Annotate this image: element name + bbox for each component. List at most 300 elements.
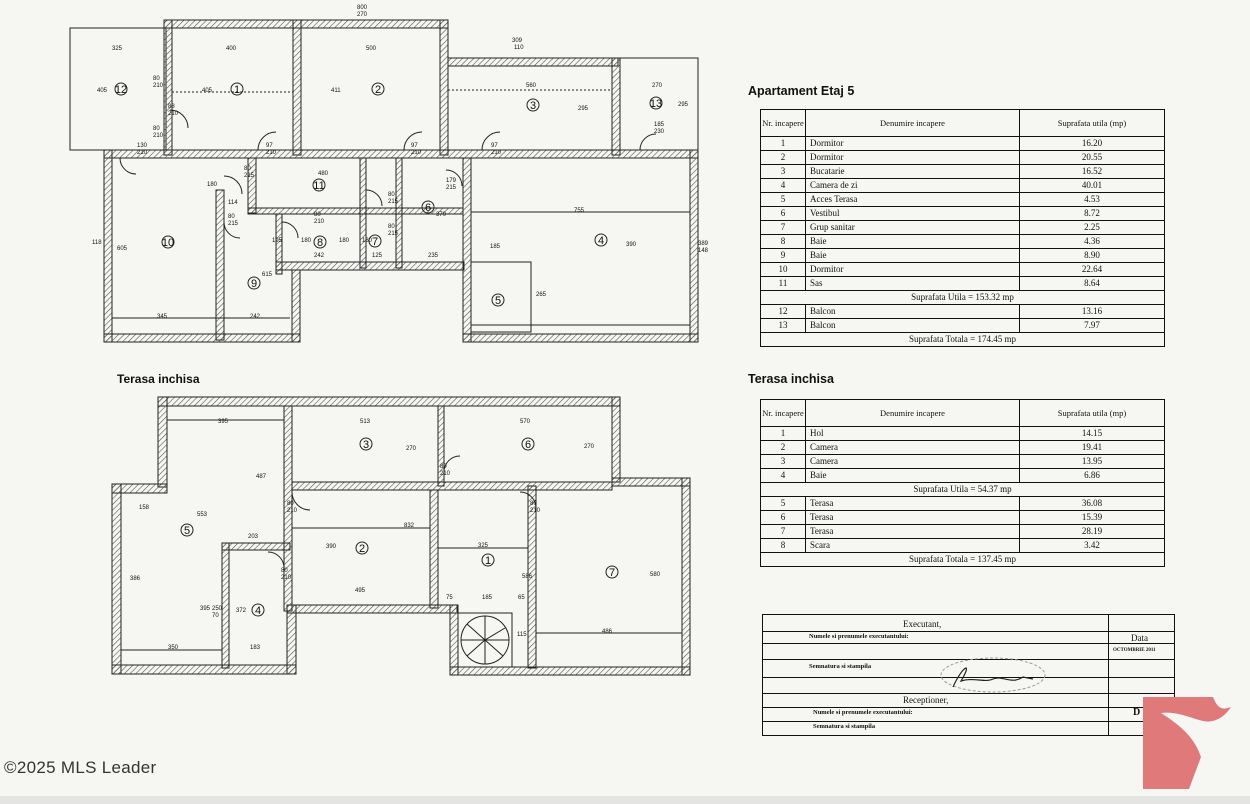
column-header-name: Denumire incapere	[806, 400, 1020, 427]
dim-label: 495	[355, 588, 366, 594]
column-header-area: Suprafata utila (mp)	[1020, 110, 1165, 137]
subtotal-cell: Suprafata Utila = 54.37 mp	[761, 483, 1165, 497]
wall	[104, 150, 698, 158]
dim-label: 185	[654, 122, 665, 128]
room-area-cell: 16.20	[1020, 137, 1165, 151]
dim-label: 215	[244, 173, 255, 179]
dim-label: 390	[626, 242, 637, 248]
dim-label: 80	[530, 501, 537, 507]
room-number-cell: 3	[761, 455, 806, 469]
svg-text:1: 1	[484, 555, 492, 567]
room-number-cell: 3	[761, 165, 806, 179]
room-name-cell: Balcon	[806, 305, 1020, 319]
dim-label: 832	[404, 523, 415, 529]
svg-text:5: 5	[183, 525, 191, 537]
dim-label: 210	[411, 150, 422, 156]
divider	[763, 721, 1174, 722]
dim-label: 80	[153, 76, 160, 82]
wall	[690, 150, 698, 342]
room-name-cell: Terasa	[806, 511, 1020, 525]
room-number-cell: 4	[761, 179, 806, 193]
room-name-cell: Dormitor	[806, 137, 1020, 151]
wall	[164, 20, 172, 155]
dim-label: 242	[250, 314, 261, 320]
dim-label: 486	[602, 629, 613, 635]
room-area-cell: 22.64	[1020, 263, 1165, 277]
table-row	[761, 235, 1165, 249]
dim-label: 179	[446, 178, 457, 184]
terrace-rooms-table	[760, 399, 1165, 567]
table-row	[761, 305, 1165, 319]
dim-label: 235	[428, 253, 439, 259]
wall	[276, 262, 464, 270]
svg-text:7: 7	[608, 567, 616, 579]
room-area-cell: 15.39	[1020, 511, 1165, 525]
room-marker	[252, 604, 264, 617]
receptioner-title: Receptioner,	[903, 695, 949, 705]
room-marker	[482, 554, 494, 567]
dim-label: 215	[446, 185, 457, 191]
executant-sign-label: Semnatura si stampila	[809, 663, 872, 670]
dim-label: 70	[212, 613, 219, 619]
wall	[612, 397, 620, 482]
dim-label: 210	[266, 150, 277, 156]
wall	[222, 543, 290, 550]
svg-text:6: 6	[524, 439, 532, 451]
door-arc	[366, 190, 382, 206]
table-row	[761, 263, 1165, 277]
apartment-rooms-table	[760, 109, 1165, 347]
dim-label: 230	[654, 129, 665, 135]
dim-label: 203	[248, 534, 259, 540]
door-arc	[224, 176, 242, 194]
wall	[112, 484, 121, 674]
room-marker	[314, 236, 326, 249]
dim-label: 390	[326, 544, 337, 550]
dim-label: 411	[331, 88, 341, 94]
room-marker	[606, 566, 618, 579]
dim-label: 405	[202, 88, 213, 94]
room-name-cell: Vestibul	[806, 207, 1020, 221]
dim-label: 75	[446, 595, 453, 601]
divider	[763, 643, 1174, 644]
room-number-cell: 11	[761, 277, 806, 291]
table-row	[761, 207, 1165, 221]
executant-title: Executant,	[903, 619, 942, 629]
dim-label: 386	[130, 576, 141, 582]
room-name-cell: Sas	[806, 277, 1020, 291]
table-row	[761, 539, 1165, 553]
dim-label: 309	[512, 38, 523, 44]
dim-label: 500	[366, 46, 377, 52]
dim-label: 325	[112, 46, 123, 52]
dim-label: 800	[357, 5, 368, 11]
room-number-cell: 10	[761, 263, 806, 277]
dim-label: 80	[440, 464, 447, 470]
table-row	[761, 249, 1165, 263]
table2-subtotal-row	[761, 483, 1165, 497]
table-row	[761, 221, 1165, 235]
dim-label: 389	[698, 241, 709, 247]
dim-label: 350	[168, 645, 179, 651]
column-header-nr: Nr. incapere	[761, 110, 806, 137]
wall	[463, 158, 471, 342]
svg-text:5: 5	[494, 295, 502, 307]
dim-label: 80	[287, 501, 294, 507]
dim-label: 400	[226, 46, 237, 52]
room-marker	[522, 438, 534, 451]
svg-text:13: 13	[649, 98, 663, 110]
terrace-plan-title: Terasa inchisa	[117, 372, 200, 386]
table-row	[761, 277, 1165, 291]
dim-label: 570	[520, 419, 531, 425]
room-number-cell: 12	[761, 305, 806, 319]
table-row	[761, 511, 1165, 525]
wall	[430, 490, 438, 608]
room-number-cell: 2	[761, 441, 806, 455]
table1-extra	[761, 305, 1165, 333]
room-name-cell: Baie	[806, 235, 1020, 249]
wall	[158, 397, 620, 406]
room-area-cell: 8.72	[1020, 207, 1165, 221]
room-area-cell: 6.86	[1020, 469, 1165, 483]
receptioner-d-mark: D	[1133, 707, 1141, 718]
divider	[763, 631, 1174, 632]
dim-label: 183	[250, 645, 261, 651]
dim-label: 580	[650, 572, 661, 578]
wall	[222, 543, 229, 668]
dim-label: 586	[522, 574, 533, 580]
table1-subtotal-row	[761, 291, 1165, 305]
dim-label: 755	[574, 208, 585, 214]
room-area-cell: 16.52	[1020, 165, 1165, 179]
table-row	[761, 165, 1165, 179]
dim-label: 88	[168, 104, 175, 110]
room-name-cell: Hol	[806, 427, 1020, 441]
room-number-cell: 1	[761, 427, 806, 441]
room-number-cell: 5	[761, 193, 806, 207]
dim-label: 80	[281, 568, 288, 574]
dim-label: 80	[228, 214, 235, 220]
dim-label: 395	[218, 419, 229, 425]
room-number-cell: 6	[761, 207, 806, 221]
svg-text:2: 2	[358, 543, 366, 555]
mls-leader-logo	[1143, 697, 1237, 789]
dim-label: 370	[436, 212, 447, 218]
wall	[287, 605, 296, 674]
room-area-cell: 8.90	[1020, 249, 1165, 263]
dim-label: 250	[212, 606, 223, 612]
room-area-cell: 8.64	[1020, 277, 1165, 291]
room-number-cell: 6	[761, 511, 806, 525]
dim-label: 210	[491, 150, 502, 156]
dim-label: 487	[256, 474, 267, 480]
dim-label: 210	[137, 150, 148, 156]
room-name-cell: Camera	[806, 455, 1020, 469]
dim-label: 210	[153, 83, 164, 89]
copyright-watermark: ©2025 MLS Leader	[4, 758, 157, 777]
dim-label: 372	[236, 608, 247, 614]
room-number-cell: 1	[761, 137, 806, 151]
wall	[293, 20, 301, 155]
room-marker	[313, 179, 325, 192]
table-row	[761, 151, 1165, 165]
column-header-nr: Nr. incapere	[761, 400, 806, 427]
dim-label: 210	[168, 111, 179, 117]
dim-label: 180	[207, 182, 218, 188]
door-arc	[268, 552, 284, 568]
room-name-cell: Dormitor	[806, 151, 1020, 165]
room-area-cell: 19.41	[1020, 441, 1165, 455]
svg-text:12: 12	[114, 84, 128, 96]
dim-label: 114	[228, 200, 238, 206]
dim-label: 265	[536, 292, 547, 298]
table2-body	[761, 427, 1165, 483]
table-header-row	[761, 110, 1165, 137]
room-area-cell: 4.36	[1020, 235, 1165, 249]
table-row	[761, 137, 1165, 151]
dim-label: 210	[287, 508, 298, 514]
room-number-cell: 7	[761, 221, 806, 235]
svg-text:4: 4	[254, 605, 262, 617]
dim-label: 210	[153, 133, 164, 139]
room-area-cell: 36.08	[1020, 497, 1165, 511]
dim-label: 185	[482, 595, 493, 601]
table-row	[761, 441, 1165, 455]
signature-stamp	[933, 651, 1053, 695]
dim-label: 180	[301, 238, 312, 244]
room-name-cell: Grup sanitar	[806, 221, 1020, 235]
executant-box	[762, 614, 1175, 736]
wall	[396, 158, 402, 268]
column-header-area: Suprafata utila (mp)	[1020, 400, 1165, 427]
receptioner-sign-label: Semnatura si stampila	[813, 723, 876, 730]
wall	[104, 150, 112, 342]
room-name-cell: Bucatarie	[806, 165, 1020, 179]
wall	[612, 478, 690, 486]
dim-label: 195	[272, 238, 283, 244]
date-value: OCTOMBRIE 2011	[1113, 648, 1156, 653]
total-cell: Suprafata Totala = 174.45 mp	[761, 333, 1165, 347]
dim-label: 210	[530, 508, 541, 514]
dim-label: 118	[92, 240, 102, 246]
dim-label: 97	[411, 143, 418, 149]
room-marker	[372, 83, 384, 96]
dim-label: 80	[314, 212, 321, 218]
svg-text:6: 6	[424, 202, 432, 214]
dim-label: 480	[318, 171, 329, 177]
dim-label: 158	[139, 505, 150, 511]
table-row	[761, 469, 1165, 483]
room-area-cell: 28.19	[1020, 525, 1165, 539]
dim-label: 215	[388, 231, 399, 237]
dim-label: 185	[490, 244, 501, 250]
room-name-cell: Camera de zi	[806, 179, 1020, 193]
table-row	[761, 455, 1165, 469]
dim-label: 215	[388, 199, 399, 205]
svg-text:2: 2	[374, 84, 382, 96]
room-number-cell: 7	[761, 525, 806, 539]
room-area-cell: 20.55	[1020, 151, 1165, 165]
svg-text:7: 7	[371, 236, 379, 248]
dim-label: 80	[388, 192, 395, 198]
table2-total-row	[761, 553, 1165, 567]
table-row	[761, 319, 1165, 333]
room-number-cell: 8	[761, 235, 806, 249]
room-area-cell: 13.95	[1020, 455, 1165, 469]
table-row	[761, 497, 1165, 511]
table1-body	[761, 137, 1165, 291]
room-number-cell: 13	[761, 319, 806, 333]
room-marker	[115, 83, 127, 96]
wall	[450, 605, 458, 675]
room-marker	[492, 294, 504, 307]
dim-label: 65	[518, 595, 525, 601]
room-number-cell: 8	[761, 539, 806, 553]
room-area-cell: 3.42	[1020, 539, 1165, 553]
wall	[104, 334, 300, 342]
room-name-cell: Baie	[806, 249, 1020, 263]
dim-label: 605	[117, 246, 128, 252]
room-area-cell: 7.97	[1020, 319, 1165, 333]
terrace-dimensions	[130, 419, 661, 651]
wall	[612, 58, 620, 155]
dim-label: 270	[357, 12, 368, 18]
svg-text:4: 4	[597, 235, 605, 247]
total-cell: Suprafata Totala = 137.45 mp	[761, 553, 1165, 567]
dim-label: 345	[157, 314, 168, 320]
wall	[292, 270, 300, 342]
room-marker	[162, 236, 174, 249]
dim-label: 210	[281, 575, 292, 581]
date-label: Data	[1131, 633, 1148, 643]
room-number-cell: 9	[761, 249, 806, 263]
dim-label: 295	[678, 102, 689, 108]
dim-label: 270	[652, 83, 663, 89]
table1-total-row	[761, 333, 1165, 347]
wall	[292, 482, 612, 490]
room-area-cell: 14.15	[1020, 427, 1165, 441]
divider	[763, 707, 1174, 708]
dim-label: 210	[440, 471, 451, 477]
dim-label: 405	[97, 88, 108, 94]
dim-label: 115	[517, 632, 527, 638]
dim-label: 130	[137, 143, 148, 149]
room-name-cell: Scara	[806, 539, 1020, 553]
dim-label: 242	[314, 253, 325, 259]
svg-text:3: 3	[362, 439, 370, 451]
dim-label: 125	[372, 253, 383, 259]
svg-text:10: 10	[161, 237, 175, 249]
door-arc	[120, 158, 136, 174]
wall	[158, 397, 167, 487]
table-row	[761, 525, 1165, 539]
dim-label: 180	[362, 238, 373, 244]
room-marker	[527, 99, 539, 112]
table2-extra	[761, 497, 1165, 553]
floor5-plan	[70, 20, 698, 342]
dim-label: 270	[406, 446, 417, 452]
room-area-cell: 40.01	[1020, 179, 1165, 193]
dim-label: 210	[314, 219, 325, 225]
dim-label: 270	[584, 444, 595, 450]
dim-label: 215	[228, 221, 239, 227]
wall	[450, 667, 690, 675]
wall	[112, 665, 296, 674]
svg-text:1: 1	[233, 84, 241, 96]
dim-label: 553	[197, 512, 208, 518]
door-arc	[640, 134, 656, 150]
svg-text:3: 3	[529, 100, 537, 112]
room-name-cell: Dormitor	[806, 263, 1020, 277]
dim-label: 180	[339, 238, 350, 244]
wall	[440, 20, 448, 155]
room-marker	[360, 438, 372, 451]
dim-label: 97	[266, 143, 273, 149]
table-row	[761, 179, 1165, 193]
dim-label: 560	[526, 83, 537, 89]
table1-title: Apartament Etaj 5	[748, 84, 855, 98]
room-marker	[248, 277, 260, 290]
dim-label: 395	[200, 606, 211, 612]
dim-label: 110	[514, 45, 524, 51]
wall	[463, 334, 698, 342]
room-marker	[181, 524, 193, 537]
executant-name-label: Numele si prenumele executantului:	[809, 633, 909, 640]
room-name-cell: Terasa	[806, 497, 1020, 511]
room-marker	[595, 234, 607, 247]
room-marker	[650, 97, 662, 110]
dim-label: 295	[578, 106, 589, 112]
room-name-cell: Baie	[806, 469, 1020, 483]
column-header-name: Denumire incapere	[806, 110, 1020, 137]
divider	[1108, 615, 1109, 735]
room-name-cell: Balcon	[806, 319, 1020, 333]
svg-text:9: 9	[250, 278, 258, 290]
bottom-strip	[0, 796, 1250, 804]
dim-label: 325	[478, 543, 489, 549]
table-row	[761, 193, 1165, 207]
dim-label: 80	[388, 224, 395, 230]
door-arc	[282, 222, 298, 238]
room-area-cell: 4.53	[1020, 193, 1165, 207]
dim-label: 80	[244, 166, 251, 172]
table-header-row	[761, 400, 1165, 427]
dim-label: 513	[360, 419, 371, 425]
room-name-cell: Camera	[806, 441, 1020, 455]
room-name-cell: Acces Terasa	[806, 193, 1020, 207]
room-area-cell: 2.25	[1020, 221, 1165, 235]
dim-label: 148	[698, 248, 709, 254]
receptioner-name-label: Numele si prenumele executantului:	[813, 709, 913, 716]
svg-text:11: 11	[313, 180, 325, 192]
room-number-cell: 2	[761, 151, 806, 165]
room-area-cell: 13.16	[1020, 305, 1165, 319]
wall	[682, 478, 690, 675]
svg-text:8: 8	[316, 237, 324, 249]
wall	[164, 20, 448, 28]
wall	[360, 158, 366, 268]
wall	[448, 58, 618, 66]
room-number-cell: 5	[761, 497, 806, 511]
room-name-cell: Terasa	[806, 525, 1020, 539]
room-marker	[231, 83, 243, 96]
table2-title: Terasa inchisa	[748, 372, 834, 386]
subtotal-cell: Suprafata Utila = 153.32 mp	[761, 291, 1165, 305]
table-row	[761, 427, 1165, 441]
room-marker	[356, 542, 368, 555]
dim-label: 80	[153, 126, 160, 132]
